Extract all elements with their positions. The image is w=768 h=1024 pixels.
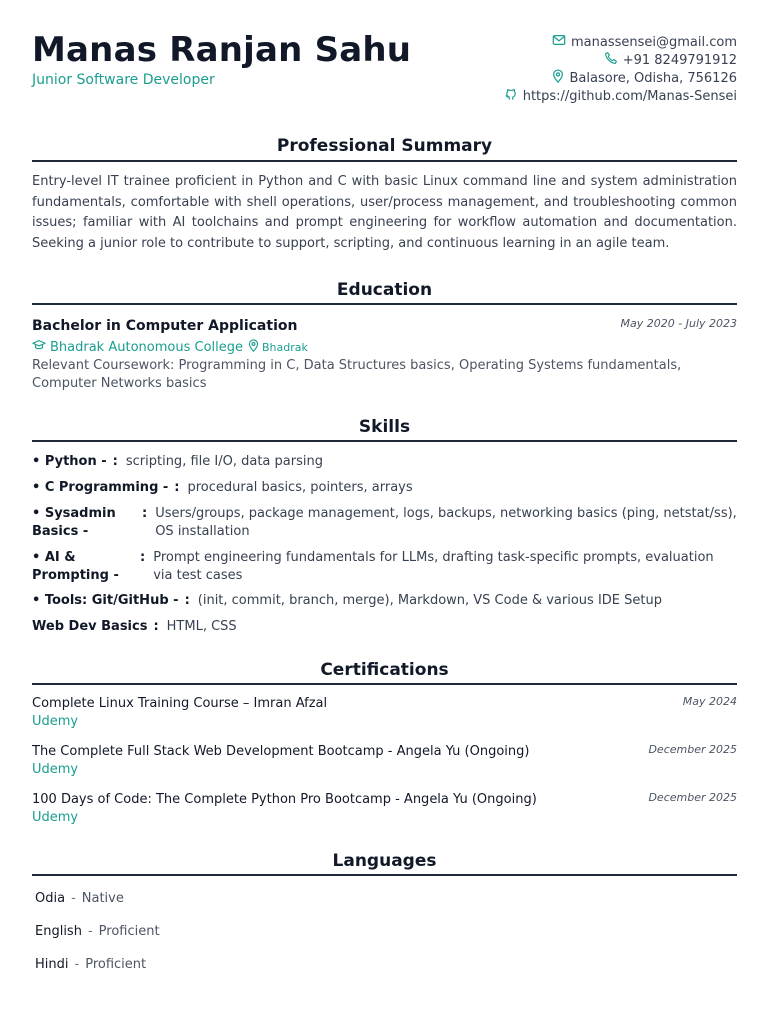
certification-date: May 2024 xyxy=(682,695,737,708)
certification-issuer: Udemy xyxy=(32,810,79,825)
email-text: manassensei@gmail.com xyxy=(570,34,737,50)
location-pin-icon xyxy=(551,69,565,87)
resume-header xyxy=(32,28,737,118)
skill-item xyxy=(32,618,737,636)
skill-item xyxy=(32,549,737,585)
certifications-divider xyxy=(32,683,737,685)
education-divider xyxy=(32,303,737,305)
languages-heading: Languages xyxy=(332,851,437,871)
contact-phone[interactable] xyxy=(504,51,737,69)
summary-text: Entry-level IT trainee proficient in Python and C with basic Linux command line and system administration fundamentals, comfortable with shell operations, user/process management, and troubleshooting common issues; familiar with AI toolchains and prompt engineering for workflow automation and documentation. Seeking a junior role to contribute to support, scripting, and continuous learning in an agile team. xyxy=(32,174,737,252)
language-name: Odia xyxy=(35,891,66,906)
skill-item xyxy=(32,453,737,471)
language-separator: - xyxy=(74,957,80,972)
skill-detail: (init, commit, branch, merge), Markdown, VS Code & various IDE Setup xyxy=(197,593,662,608)
skill-detail: procedural basics, pointers, arrays xyxy=(187,480,413,495)
degree-dates: May 2020 - July 2023 xyxy=(620,317,737,330)
skill-separator: : xyxy=(153,619,159,634)
certification-issuer: Udemy xyxy=(32,762,79,777)
candidate-name: Manas Ranjan Sahu xyxy=(32,30,412,70)
phone-text: +91 8249791912 xyxy=(622,52,737,68)
language-level: Proficient xyxy=(85,957,147,972)
skill-detail: HTML, CSS xyxy=(166,619,237,634)
certification-issuer: Udemy xyxy=(32,714,79,729)
graduation-cap-icon xyxy=(32,338,46,356)
language-level: Proficient xyxy=(98,924,160,939)
language-name: English xyxy=(35,924,82,939)
skill-separator: : xyxy=(142,506,148,521)
language-name: Hindi xyxy=(35,957,69,972)
resume-page xyxy=(32,28,737,972)
language-separator: - xyxy=(71,891,76,906)
certification-date: December 2025 xyxy=(648,791,737,804)
contact-location xyxy=(504,69,737,87)
education-heading: Education xyxy=(336,280,433,300)
candidate-role: Junior Software Developer xyxy=(32,72,215,88)
degree-title: Bachelor in Computer Application xyxy=(32,318,298,334)
phone-icon xyxy=(604,51,618,69)
mail-icon xyxy=(552,33,566,51)
skill-separator: : xyxy=(184,593,190,608)
skill-name: • C Programming - xyxy=(32,480,169,495)
contact-github[interactable] xyxy=(504,87,737,105)
certification-name: Complete Linux Training Course – Imran Afzal xyxy=(32,696,328,711)
location-text: Balasore, Odisha, 756126 xyxy=(569,70,737,86)
certification-date: December 2025 xyxy=(648,743,737,756)
skill-separator: : xyxy=(140,550,146,565)
skill-item xyxy=(32,592,737,610)
certifications-heading: Certifications xyxy=(320,660,449,680)
location-pin-icon xyxy=(247,339,260,355)
skill-name: • Python - xyxy=(32,454,107,469)
skill-name: • Sysadmin Basics - xyxy=(32,506,116,539)
skill-detail: Prompt engineering fundamentals for LLMs, drafting task-specific prompts, evaluation via test cases xyxy=(153,550,714,583)
skills-heading: Skills xyxy=(358,417,411,437)
school-line xyxy=(32,338,308,356)
language-level: Native xyxy=(81,891,124,906)
github-icon xyxy=(504,87,518,105)
contact-block xyxy=(504,33,737,105)
github-link: https://github.com/Manas-Sensei xyxy=(522,88,737,104)
skill-name: • Tools: Git/GitHub - xyxy=(32,593,179,608)
languages-divider xyxy=(32,874,737,876)
language-item xyxy=(35,957,146,972)
language-item xyxy=(35,924,160,939)
language-separator: - xyxy=(87,924,93,939)
contact-email[interactable] xyxy=(504,33,737,51)
skill-separator: : xyxy=(112,454,118,469)
skill-item xyxy=(32,479,737,497)
certification-name: The Complete Full Stack Web Development Bootcamp - Angela Yu (Ongoing) xyxy=(32,744,530,759)
language-item xyxy=(35,891,124,906)
skill-name: • AI & Prompting - xyxy=(32,550,119,583)
skills-divider xyxy=(32,440,737,442)
coursework-text: Relevant Coursework: Programming in C, Data Structures basics, Operating Systems fundamentals, Computer Networks basics xyxy=(32,358,682,391)
skill-name: Web Dev Basics xyxy=(32,619,148,634)
school-location-text: Bhadrak xyxy=(262,340,308,354)
skill-separator: : xyxy=(174,480,180,495)
summary-heading: Professional Summary xyxy=(276,136,493,156)
certification-name: 100 Days of Code: The Complete Python Pro Bootcamp - Angela Yu (Ongoing) xyxy=(32,792,537,807)
school-name: Bhadrak Autonomous College xyxy=(50,339,243,355)
skill-detail: scripting, file I/O, data parsing xyxy=(125,454,323,469)
school-location xyxy=(247,339,308,355)
summary-divider xyxy=(32,160,737,162)
skill-item xyxy=(32,505,737,541)
skill-detail: Users/groups, package management, logs, backups, networking basics (ping, netstat/ss), OS installation xyxy=(155,506,737,539)
